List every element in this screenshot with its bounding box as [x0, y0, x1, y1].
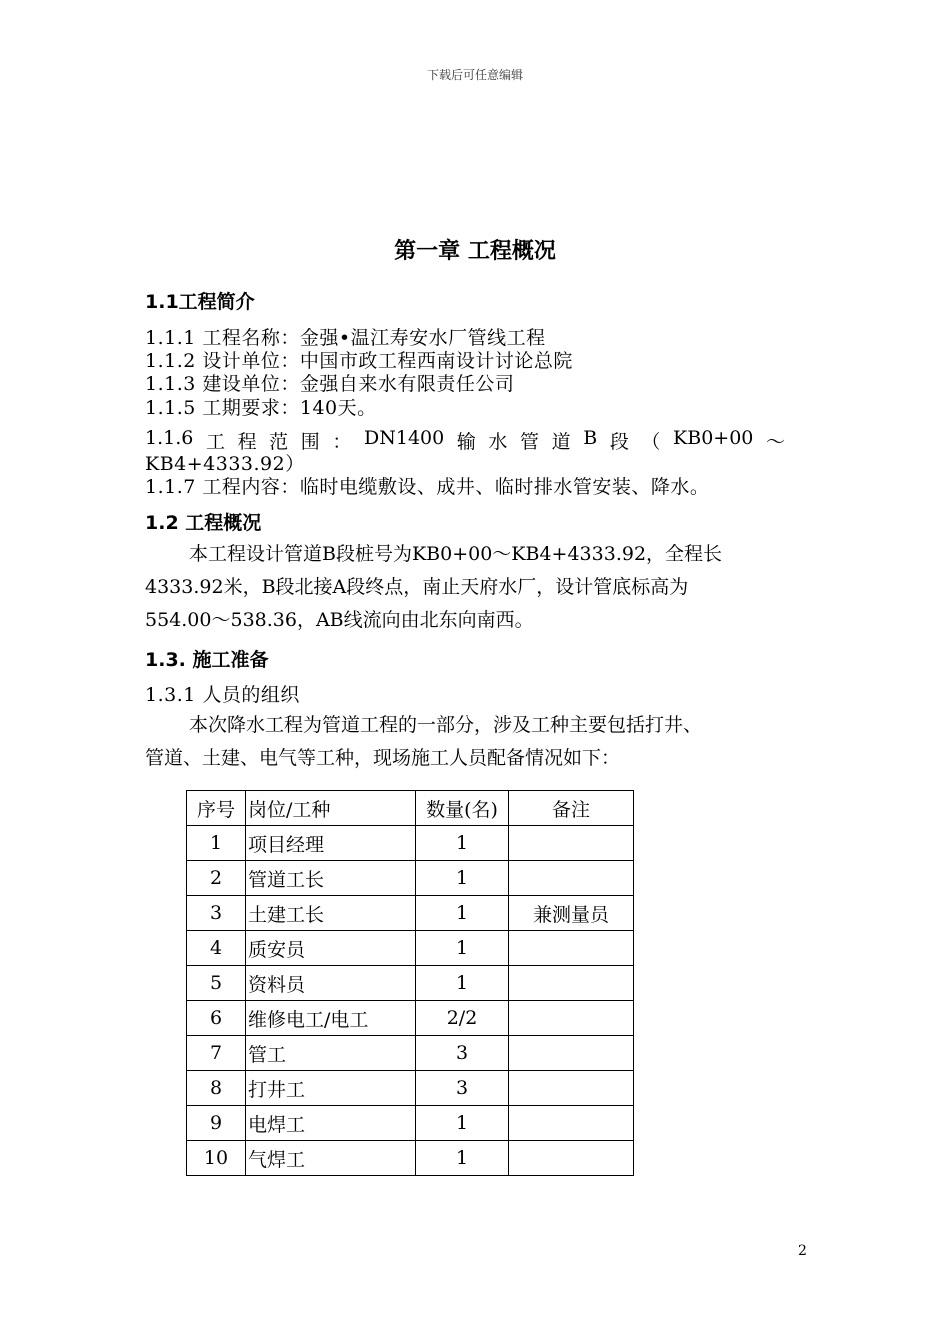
cell-index: 5: [187, 966, 246, 1001]
item-1-1-6-part: B: [583, 427, 598, 449]
item-1-1-6-part: 道: [551, 431, 571, 453]
item-1-1-6-part: 输: [456, 431, 476, 453]
table-row: [187, 1036, 634, 1071]
table-row: [187, 826, 634, 861]
cell-index: 7: [187, 1036, 246, 1071]
cell-position: 资料员: [246, 966, 416, 1001]
item-1-1-6-part: 围: [300, 431, 320, 453]
cell-remark: [509, 1036, 634, 1071]
section-heading-1-2: 1.2 工程概况: [145, 512, 262, 534]
table-row: [187, 1106, 634, 1141]
cell-index: 2: [187, 861, 246, 896]
subsection-1-3-1: 1.3.1 人员的组织: [145, 684, 300, 706]
cell-count: 1: [416, 826, 509, 861]
item-1-1-7: 1.1.7 工程内容：临时电缆敷设、成井、临时排水管安装、降水。: [145, 476, 710, 498]
cell-count: 3: [416, 1071, 509, 1106]
cell-remark: [509, 1106, 634, 1141]
header-cell-remark: 备注: [509, 791, 634, 826]
item-1-1-6-part: DN1400: [364, 427, 445, 449]
cell-index: 3: [187, 896, 246, 931]
item-1-1-6-part: 程: [237, 431, 257, 453]
cell-index: 10: [187, 1141, 246, 1176]
table-row: [187, 1001, 634, 1036]
item-1-1-5: 1.1.5 工期要求：140天。: [145, 397, 377, 419]
table-row: [187, 966, 634, 1001]
paragraph-line: 本次降水工程为管道工程的一部分，涉及工种主要包括打井、: [189, 714, 703, 736]
cell-position: 气焊工: [246, 1141, 416, 1176]
item-1-1-6-continued: KB4+4333.92）: [145, 453, 305, 475]
paragraph-line: 本工程设计管道B段桩号为KB0+00～KB4+4333.92，全程长: [189, 543, 723, 565]
cell-count: 1: [416, 1141, 509, 1176]
table-header-row: [187, 791, 634, 826]
cell-count: 3: [416, 1036, 509, 1071]
cell-remark: [509, 931, 634, 966]
header-cell-count: 数量(名): [416, 791, 509, 826]
paragraph-line: 4333.92米，B段北接A段终点，南止天府水厂，设计管底标高为: [145, 576, 689, 598]
item-1-1-6-part: （: [641, 431, 661, 453]
paragraph-staffing: [145, 709, 805, 775]
section-heading-1-1: 1.1工程简介: [145, 291, 255, 313]
table-row: [187, 861, 634, 896]
header-cell-position: 岗位/工种: [246, 791, 416, 826]
cell-remark: [509, 1141, 634, 1176]
cell-count: 1: [416, 896, 509, 931]
item-1-1-3: 1.1.3 建设单位：金强自来水有限责任公司: [145, 373, 515, 395]
item-1-1-6-part: ～: [765, 431, 785, 453]
cell-position: 电焊工: [246, 1106, 416, 1141]
cell-index: 8: [187, 1071, 246, 1106]
page-header-note: 下载后可任意编辑: [426, 68, 523, 82]
page-number: 2: [798, 1243, 807, 1259]
paragraph-project-overview: [145, 538, 805, 637]
cell-remark: [509, 826, 634, 861]
header-cell-index: 序号: [187, 791, 246, 826]
cell-count: 1: [416, 1106, 509, 1141]
cell-remark: 兼测量员: [509, 896, 634, 931]
cell-remark: [509, 1001, 634, 1036]
table-row: [187, 931, 634, 966]
cell-position: 维修电工/电工: [246, 1001, 416, 1036]
cell-position: 打井工: [246, 1071, 416, 1106]
cell-remark: [509, 861, 634, 896]
cell-remark: [509, 966, 634, 1001]
cell-remark: [509, 1071, 634, 1106]
item-1-1-6-part: 1.1.6: [145, 427, 194, 449]
item-1-1-6-part: ：: [332, 431, 352, 453]
cell-count: 1: [416, 931, 509, 966]
cell-count: 1: [416, 966, 509, 1001]
cell-index: 6: [187, 1001, 246, 1036]
cell-position: 管道工长: [246, 861, 416, 896]
cell-position: 土建工长: [246, 896, 416, 931]
table-row: [187, 896, 634, 931]
cell-count: 2/2: [416, 1001, 509, 1036]
item-1-1-6-part: KB0+00: [673, 427, 754, 449]
item-1-1-6-part: 工: [205, 431, 225, 453]
cell-position: 项目经理: [246, 826, 416, 861]
chapter-title: 第一章 工程概况: [394, 239, 556, 264]
item-1-1-2: 1.1.2 设计单位：中国市政工程西南设计讨论总院: [145, 350, 573, 372]
paragraph-line: 管道、土建、电气等工种，现场施工人员配备情况如下：: [145, 747, 621, 769]
cell-index: 1: [187, 826, 246, 861]
cell-count: 1: [416, 861, 509, 896]
cell-position: 质安员: [246, 931, 416, 966]
cell-index: 9: [187, 1106, 246, 1141]
section-heading-1-3: 1.3. 施工准备: [145, 649, 269, 671]
table-row: [187, 1071, 634, 1106]
item-1-1-6-part: 管: [520, 431, 540, 453]
table-row: [187, 1141, 634, 1176]
staff-table: [186, 790, 634, 1176]
cell-position: 管工: [246, 1036, 416, 1071]
item-1-1-1: 1.1.1 工程名称：金强•温江寿安水厂管线工程: [145, 327, 546, 349]
item-1-1-6-part: 段: [609, 431, 629, 453]
item-1-1-6-part: 范: [269, 431, 289, 453]
paragraph-line: 554.00～538.36，AB线流向由北东向南西。: [145, 609, 534, 631]
cell-index: 4: [187, 931, 246, 966]
item-1-1-6-part: 水: [488, 431, 508, 453]
